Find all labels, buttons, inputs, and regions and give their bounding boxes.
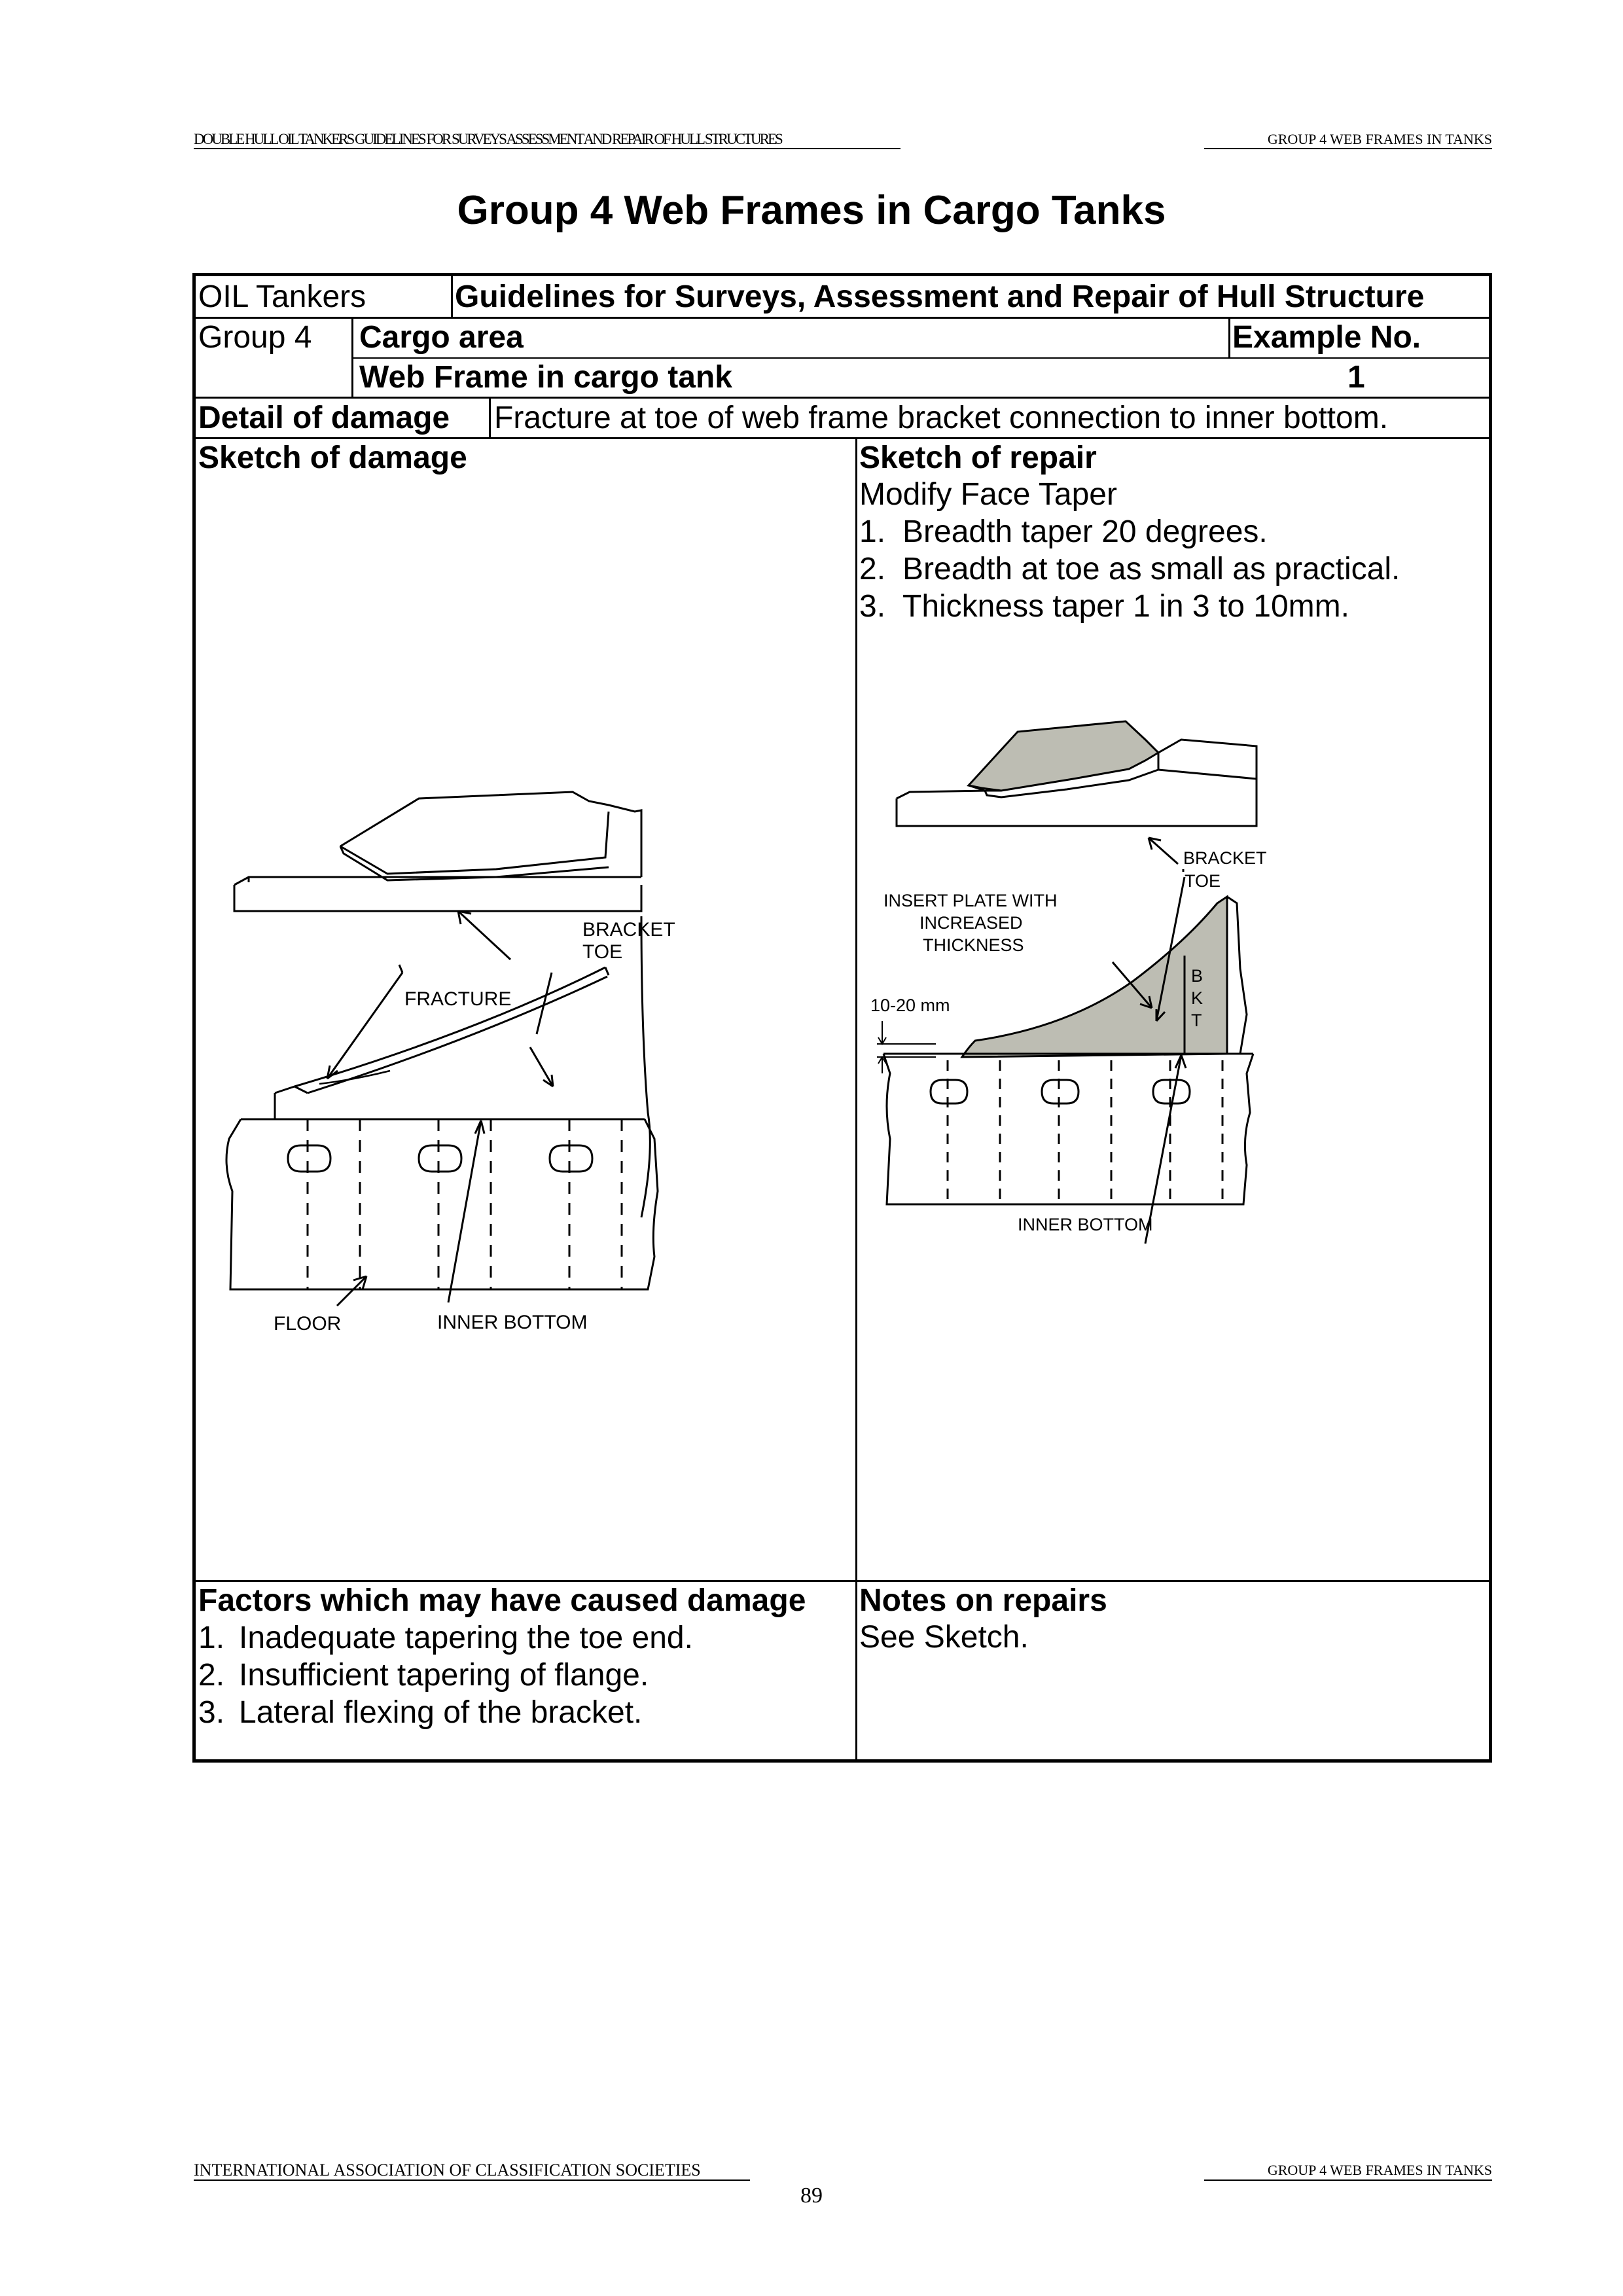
area-cell: Cargo area [359,320,524,355]
list-item: 1. Inadequate tapering the toe end. [198,1621,693,1655]
rule-row5 [196,1580,1489,1582]
repair-sketch [870,707,1296,1270]
notes-label: Notes on repairs [859,1583,1107,1618]
guidelines-cell: Guidelines for Surveys, Assessment and Repair of Hull Structure [455,279,1425,314]
group-cell: Group 4 [198,320,312,355]
location-cell: Web Frame in cargo tank [359,360,732,395]
label-dimension: 10-20 mm [870,996,950,1015]
rule-col-group [351,317,353,397]
label-toe-repair: TOE [1185,871,1221,891]
list-item: 1. Breadth taper 20 degrees. [859,514,1268,549]
factors-list [198,1619,693,1731]
rule-row4 [196,437,1489,439]
factors-label: Factors which may have caused damage [198,1583,806,1618]
label-bkt-k: K [1191,988,1204,1008]
flange-plate [234,885,641,911]
label-floor: FLOOR [274,1313,342,1335]
detail-label-cell: Detail of damage [198,401,450,435]
rule-col-example [1228,317,1230,357]
label-insert-2: INCREASED [919,913,1023,933]
notes-text: See Sketch. [859,1620,1029,1655]
footer-left: INTERNATIONAL ASSOCIATION OF CLASSIFICATION SOCIETIES [194,2161,750,2181]
label-bracket-repair: BRACKET [1183,848,1267,868]
list-item: 3. Thickness taper 1 in 3 to 10mm. [859,589,1349,624]
example-label-cell: Example No. [1232,320,1421,355]
label-inner-bottom-repair: INNER BOTTOM [1018,1215,1153,1234]
rule-row3 [196,397,1489,399]
label-bkt-t: T [1191,1011,1202,1030]
repair-heading: Modify Face Taper [859,477,1117,512]
bracket-face [340,792,641,877]
list-item: 2. Insufficient tapering of flange. [198,1658,649,1693]
rule-row2 [351,357,1489,359]
damage-sketch [223,772,681,1361]
detail-text-cell: Fracture at toe of web frame bracket connection to inner bottom. [494,401,1389,435]
page-number: 89 [800,2183,823,2208]
page-title: Group 4 Web Frames in Cargo Tanks [457,188,1166,233]
repair-list [859,513,1400,625]
label-bkt-b: B [1191,966,1204,986]
list-item: 3. Lateral flexing of the bracket. [198,1695,643,1730]
rule-col-oil [451,276,453,317]
rule-row1 [196,317,1489,319]
label-inner-bottom: INNER BOTTOM [437,1312,588,1333]
label-fracture: FRACTURE [404,988,512,1010]
running-header-left: DOUBLE HULL OIL TANKERS GUIDELINES FOR SURVEYS ASSESSMENT AND REPAIR OF HULL STRUCTURES [194,131,901,149]
sketch-repair-label: Sketch of repair [859,440,1097,475]
list-item: 2. Breadth at toe as small as practical. [859,552,1400,586]
running-header-right: GROUP 4 WEB FRAMES IN TANKS [1204,131,1492,149]
label-bracket: BRACKET [582,919,675,941]
label-toe: TOE [582,941,623,963]
rule-col-detail [489,397,491,437]
footer-right: GROUP 4 WEB FRAMES IN TANKS [1204,2161,1492,2181]
bracket-web-edge [294,967,605,1086]
oil-tankers-cell: OIL Tankers [198,279,366,314]
example-number-cell: 1 [1347,360,1365,395]
sketch-damage-label: Sketch of damage [198,440,467,475]
label-insert-3: THICKNESS [923,935,1024,955]
label-insert-1: INSERT PLATE WITH [883,891,1058,910]
rule-col-mid [855,437,857,1759]
